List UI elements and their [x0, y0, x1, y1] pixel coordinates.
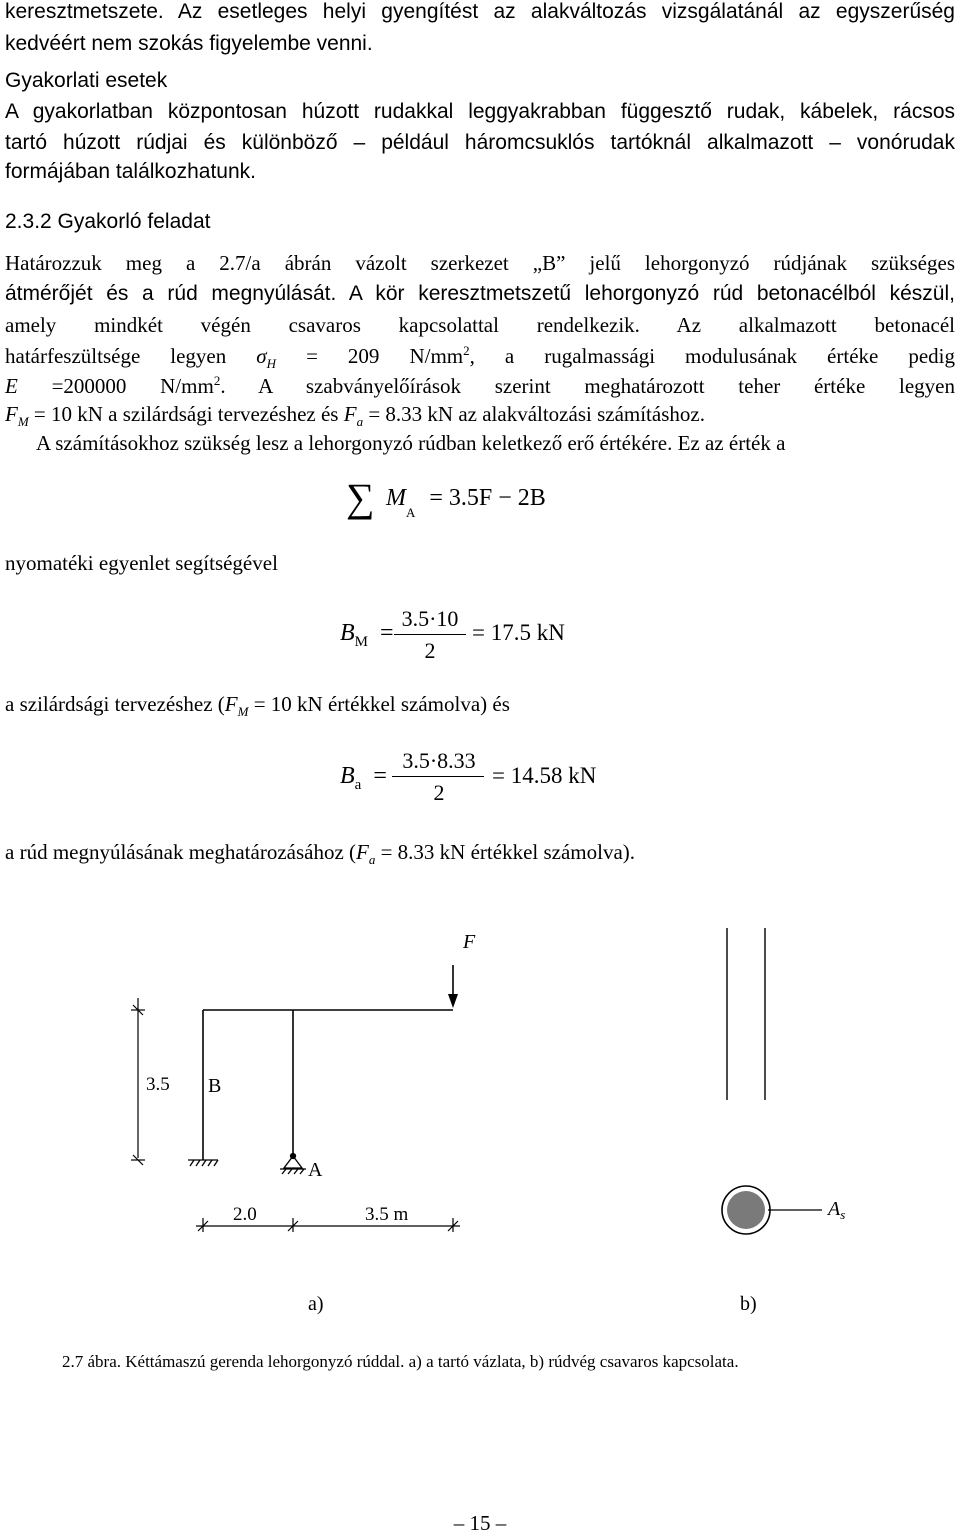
strength-text: a szilárdsági tervezéshez ($F_M = 10$ kN értékkel számolva) és: [5, 692, 510, 720]
figure-caption: 2.7 ábra. Kéttámaszú gerenda lehorgonyzó rúddal. a) a tartó vázlata, b) rúdvég csavaros kapcsolata.: [62, 1352, 739, 1371]
load-arrow: [448, 965, 458, 1008]
exercise-p1-line-6: $F_M = 10$ kN a szilárdsági tervezéshez és $F_a = 8.33$ kN az alakváltozási számításhoz.: [5, 402, 705, 430]
dim-left: 2.0: [233, 1204, 257, 1225]
exercise-p2: A számításokhoz szükség lesz a lehorgonyzó rúdban keletkező erő értékére. Ez az érték a: [36, 431, 786, 455]
exercise-p1-line-2: átmérőjét és a rúd megnyúlását. A kör keresztmetszetű lehorgonyzó rúd betonacélból készül,: [5, 282, 955, 305]
label-F: F: [463, 931, 476, 953]
moment-text: nyomatéki egyenlet segítségével: [5, 551, 278, 575]
equation-3-denominator: 2: [433, 780, 445, 805]
practical-line-1: A gyakorlatban központosan húzott rudakkal leggyakrabban függesztő rudak, kábelek, rácsos: [5, 100, 955, 123]
equation-3-result: = 14.58 kN: [492, 763, 597, 788]
exercise-p1-line-3: amely mindkét végén csavaros kapcsolattal rendelkezik. Az alkalmazott betonacél: [5, 313, 955, 337]
dim-right: 3.5 m: [365, 1204, 409, 1225]
exercise-heading: 2.3.2 Gyakorló feladat: [5, 210, 211, 233]
sub-label-b: b): [740, 1293, 757, 1315]
equation-2-numerator: 3.5·10: [401, 606, 459, 631]
vertical-dimension: [131, 998, 145, 1165]
fixed-support: [188, 1160, 218, 1166]
label-As: $A_s$: [828, 1198, 846, 1222]
elongation-text: a rúd megnyúlásának meghatározásához ($F_a = 8.33$ kN értékkel számolva).: [5, 840, 636, 868]
equation-2-result: = 17.5 kN: [472, 620, 565, 645]
page-number: – 15 –: [453, 1511, 507, 1535]
frame-sketch: [203, 1010, 453, 1160]
equation-3-numerator: 3.5·8.33: [402, 748, 476, 773]
practical-heading: Gyakorlati esetek: [5, 69, 168, 92]
intro-line-2: kedvéért nem szokás figyelembe venni.: [5, 32, 373, 55]
equation-2-denominator: 2: [424, 638, 436, 663]
equation-3-lhs: $B_a$ =: [340, 763, 387, 793]
practical-line-2: tartó húzott rúdjai és különböző – például háromcsuklós tartóknál alkalmazott – vonórudak: [5, 131, 955, 154]
equation-1: $M_A = 3.5F - 2B$: [386, 485, 546, 520]
equation-2-lhs: $B_M$ =: [340, 620, 394, 650]
exercise-p1-line-1: Határozzuk meg a 2.7/a ábrán vázolt szerkezet „B” jelű lehorgonyzó rúdjának szükséges: [5, 251, 955, 275]
rod-end-elevation: [727, 928, 765, 1100]
sum-symbol: ∑: [346, 475, 375, 520]
sigma-symbol: σ: [256, 344, 267, 368]
intro-line-1: keresztmetszete. Az esetleges helyi gyengítést az alakváltozás vizsgálatánál az egyszerűség: [5, 0, 955, 23]
practical-line-3: formájában találkozhatunk.: [5, 160, 256, 183]
label-A: A: [308, 1159, 323, 1181]
dim-height: 3.5: [146, 1074, 170, 1095]
label-B: B: [208, 1075, 222, 1097]
rod-cross-section: [722, 1186, 822, 1234]
pin-support: [280, 1154, 306, 1175]
exercise-p1-line-4: határfeszültsége legyen $\sigma_H = 209$ $N/mm^2$, a rugalmassági modulusának értéke pedig: [5, 343, 956, 372]
sub-label-a: a): [308, 1293, 324, 1315]
exercise-p1-line-5: E =200000 $N/mm^2$. A szabványelőírások szerint meghatározott teher értéke legyen: [5, 373, 955, 398]
